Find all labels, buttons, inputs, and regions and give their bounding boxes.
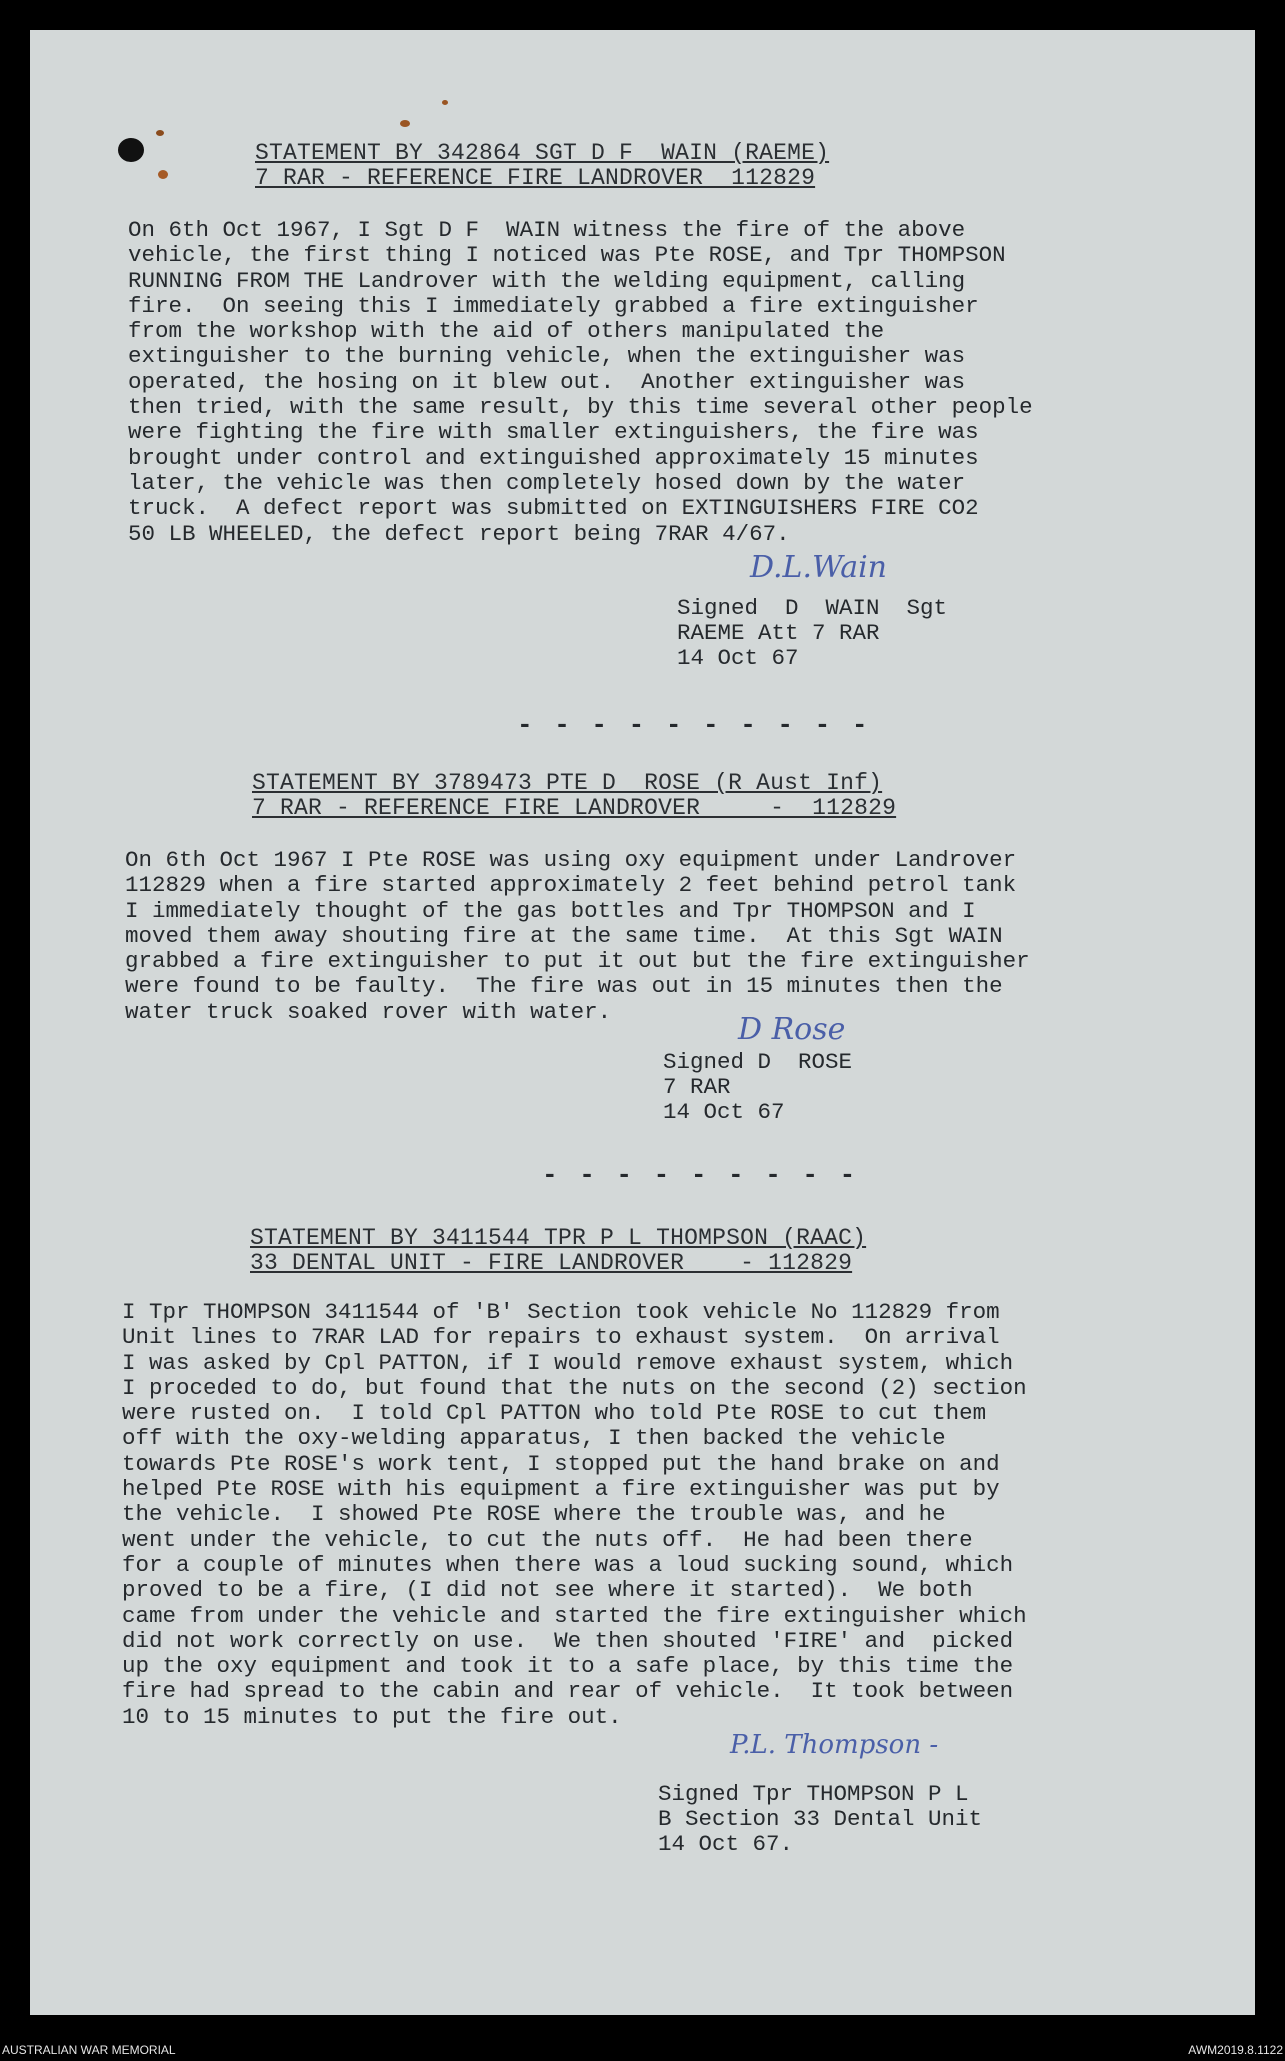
statement-1-signature: D.L.Wain: [750, 550, 888, 585]
separator-1: - - - - - - - - - -: [517, 710, 871, 740]
statement-3-body: I Tpr THOMPSON 3411544 of 'B' Section took vehicle No 112829 from Unit lines to 7RAR LAD for repairs to exhaust system. On arrival I was asked by Cpl PATTON, if I would remove exhaust system, which I proceded to do, but found that the nuts on the second (2) section were rusted on. I told Cpl PATTON who told Pte ROSE to cut them off with the oxy-welding apparatus, I then backed the vehicle towards Pte ROSE's work tent, I stopped put the hand brake on and helped Pte ROSE with his equipment a fire extinguisher was put by the vehicle. I showed Pte ROSE where the trouble was, and he went under the vehicle, to cut the nuts off. He had been there for a couple of minutes when there was a loud sucking sound, which proved to be a fire, (I did not see where it started). We both came from under the vehicle and started the fire extinguisher which did not work correctly on use. We then shouted 'FIRE' and picked up the oxy equipment and took it to a safe place, by this time the fire had spread to the cabin and rear of vehicle. It took between 10 to 15 minutes to put the fire out.: [122, 1299, 1027, 1730]
statement-2-signed-name: Signed D ROSE: [663, 1049, 853, 1075]
statement-1-heading-line1: STATEMENT BY 342864 SGT D F WAIN (RAEME): [255, 140, 830, 166]
separator-2: - - - - - - - - -: [542, 1160, 859, 1190]
paper-hole-mark: [118, 138, 144, 162]
statement-3-heading-line1: STATEMENT BY 3411544 TPR P L THOMPSON (RAAC): [250, 1225, 867, 1251]
statement-3-heading-line2: 33 DENTAL UNIT - FIRE LANDROVER - 112829: [250, 1250, 853, 1276]
statement-3-signed-date: 14 Oct 67.: [658, 1831, 794, 1857]
statement-1-signed-date: 14 Oct 67: [677, 645, 799, 671]
rust-stain-mark: [158, 170, 168, 179]
rust-stain-mark: [156, 130, 164, 136]
document-page: [30, 30, 1255, 2015]
rust-stain-mark: [442, 100, 448, 105]
rust-stain-mark: [400, 120, 410, 127]
statement-1-signed-unit: RAEME Att 7 RAR: [677, 620, 880, 646]
statement-2-signed-date: 14 Oct 67: [663, 1099, 785, 1125]
statement-1-body: On 6th Oct 1967, I Sgt D F WAIN witness the fire of the above vehicle, the first thing I noticed was Pte ROSE, and Tpr THOMPSON RUNNING FROM THE Landrover with the welding equipment, calling fire. On seeing this I immediately grabbed a fire extinguisher from the workshop with the aid of others manipulated the extinguisher to the burning vehicle, when the extinguisher was operated, the hosing on it blew out. Another extinguisher was then tried, with the same result, by this time several other people were fighting the fire with smaller extinguishers, the fire was brought under control and extinguished approximately 15 minutes later, the vehicle was then completely hosed down by the water truck. A defect report was submitted on EXTINGUISHERS FIRE CO2 50 LB WHEELED, the defect report being 7RAR 4/67.: [128, 217, 1033, 547]
statement-2-heading-line1: STATEMENT BY 3789473 PTE D ROSE (R Aust Inf): [252, 770, 883, 796]
statement-3-signed-unit: B Section 33 Dental Unit: [658, 1806, 983, 1832]
statement-3-signature: P.L. Thompson -: [730, 1730, 939, 1760]
footer-accession-number: AWM2019.8.1122: [1188, 2043, 1283, 2057]
statement-2-heading-line2: 7 RAR - REFERENCE FIRE LANDROVER - 112829: [252, 795, 897, 821]
statement-3-signed-name: Signed Tpr THOMPSON P L: [658, 1781, 969, 1807]
statement-1-heading-line2: 7 RAR - REFERENCE FIRE LANDROVER 112829: [255, 165, 816, 191]
statement-2-signature: D Rose: [738, 1012, 846, 1047]
statement-2-signed-unit: 7 RAR: [663, 1074, 731, 1100]
statement-1-signed-name: Signed D WAIN Sgt: [677, 595, 948, 621]
footer-source-label: AUSTRALIAN WAR MEMORIAL: [2, 2043, 176, 2057]
statement-2-body: On 6th Oct 1967 I Pte ROSE was using oxy equipment under Landrover 112829 when a fire started approximately 2 feet behind petrol tank I immediately thought of the gas bottles and Tpr THOMPSON and I moved them away shouting fire at the same time. At this Sgt WAIN grabbed a fire extinguisher to put it out but the fire extinguisher were found to be faulty. The fire was out in 15 minutes then the water truck soaked rover with water.: [125, 847, 1030, 1025]
